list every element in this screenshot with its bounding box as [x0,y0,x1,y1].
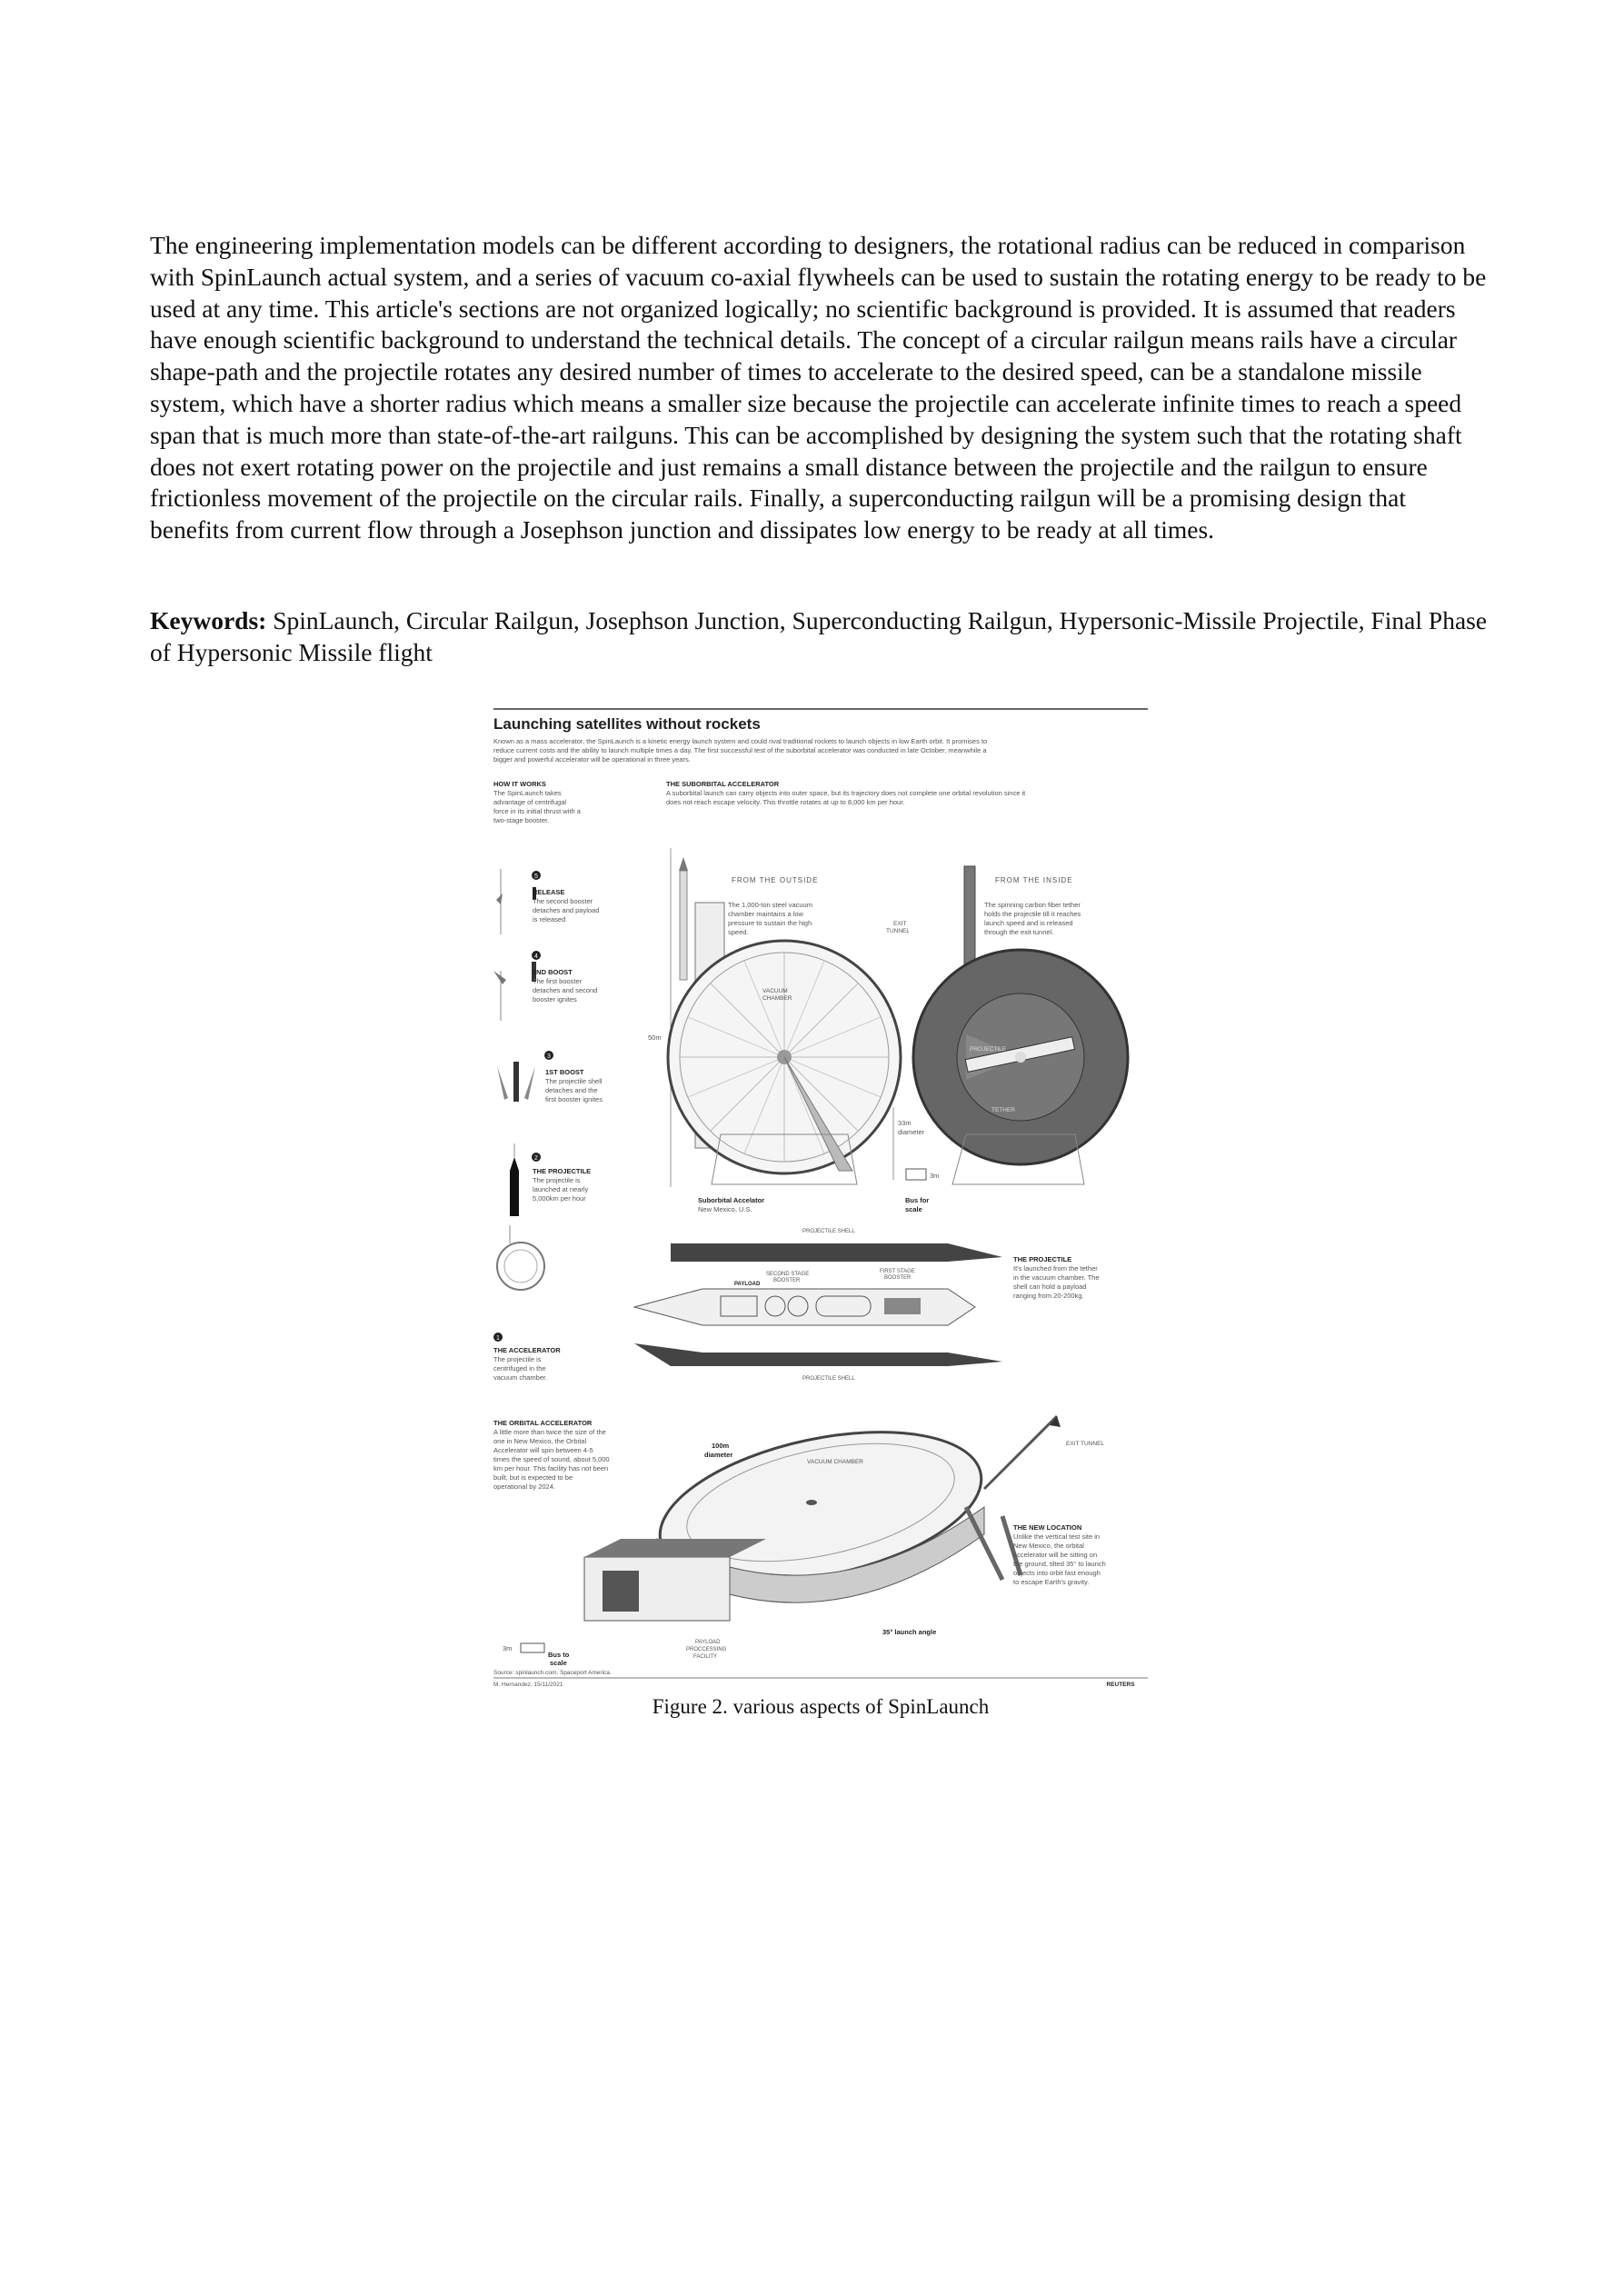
vacuum-label-line-2: CHAMBER [762,995,792,1002]
step-5-number: 5 [534,873,538,880]
outside-note-1: The 1,000-ton steel vacuum [728,901,812,909]
step-1-title: THE ACCELERATOR [493,1346,561,1354]
inside-note-2: holds the projectile till it reaches [984,910,1081,918]
outside-note-4: speed. [728,928,749,936]
vacuum-label-line-1: VACUUM [762,988,788,994]
step-4-number: 4 [534,953,538,960]
new-location-line-5: objects into orbit fast enough [1013,1569,1101,1577]
step-5-line-3: is released [533,915,566,923]
from-outside-label: FROM THE OUTSIDE [732,876,819,884]
projectile-note-4: ranging from 20-200kg. [1013,1292,1084,1300]
diameter-33m-label: diameter [898,1128,925,1136]
step-4-line-1: The first booster [533,977,583,985]
orbital-line-1: A little more than twice the size of the [493,1428,606,1436]
new-location-line-1: Unlike the vertical test site in [1013,1532,1101,1541]
exit-tunnel-big-label: EXIT TUNNEL [1066,1441,1105,1447]
orbital-line-7: operational by 2024. [493,1482,555,1491]
step-4-line-3: booster ignites [533,995,577,1003]
diameter-33m-value: 33m [898,1119,912,1127]
suborbital-name: Suborbital Accelator [698,1196,765,1204]
step-4-line-2: detaches and second [533,986,598,994]
first-stage-line-2: BOOSTER [884,1275,912,1281]
tether-label: TETHER [991,1107,1015,1113]
reuters-logo: REUTERS [1106,1682,1135,1688]
keywords-label: Keywords: [150,606,267,634]
step-5-line-1: The second booster [533,897,593,905]
launch-angle-label: 35° launch angle [882,1628,937,1636]
outside-note-2: chamber maintains a low [728,910,803,918]
bus-3m-label: 3m [930,1172,940,1180]
payload-facility-line-3: FACILITY [693,1654,718,1660]
height-50m-label: 50m [648,1033,662,1042]
shell-bottom-label: PROJECTILE SHELL [802,1376,855,1382]
inside-note-3: launch speed and is released [984,919,1073,927]
step-3-line-1: The projectile shell [545,1077,603,1085]
second-stage-line-2: BOOSTER [773,1278,801,1283]
payload-facility-line-1: PAYLOAD [695,1640,721,1645]
figure-source: Source: spinlaunch.com, Spaceport America. [493,1670,612,1676]
orbital-title: THE ORBITAL ACCELERATOR [493,1419,593,1427]
how-line-3: force in its initial thrust with a [493,807,581,815]
orbital-line-6: built, but is expected to be [493,1473,573,1482]
shell-top-label: PROJECTILE SHELL [802,1229,855,1234]
diameter-100m-value: 100m [712,1442,730,1450]
new-location-line-2: New Mexico, the orbital [1013,1542,1084,1550]
step-2-line-3: 5,000km per hour [533,1194,586,1203]
step-1-line-1: The projectile is [493,1355,542,1363]
figure-title: Launching satellites without rockets [493,715,761,733]
bus-scale-label: scale [905,1205,922,1213]
how-line-1: The SpinLaunch takes [493,789,562,797]
step-2-line-1: The projectile is [533,1176,581,1184]
step-2-line-2: launched at nearly [533,1185,589,1193]
exit-tunnel-line-2: TUNNEL [886,928,911,934]
suborbital-title: THE SUBORBITAL ACCELERATOR [666,780,780,788]
bus-scale-bottom-label: scale [550,1659,567,1667]
orbital-line-3: Accelerator will spin between 4-5 [493,1446,593,1454]
step-1-line-3: vacuum chamber. [493,1373,548,1382]
second-stage-line-1: SECOND STAGE [766,1272,810,1277]
projectile-note-3: shell can hold a payload [1013,1283,1087,1291]
step-3-number: 3 [547,1053,551,1060]
step-5-line-2: detaches and payload [533,906,600,914]
bus-for-label: Bus for [905,1196,930,1204]
inside-note-1: The spinning carbon fiber tether [984,901,1081,909]
orbital-line-2: one in New Mexico, the Orbital [493,1437,587,1445]
step-3-line-2: detaches and the [545,1086,598,1094]
keywords-line [150,605,1490,669]
step-5-title: RELEASE [533,888,565,896]
payload-label: PAYLOAD [734,1282,761,1287]
exit-tunnel-line-1: EXIT [893,921,907,927]
bus-to-label: Bus to [548,1651,570,1659]
projectile-note-1: It's launched from the tether [1013,1264,1098,1273]
how-line-2: advantage of centrifugal [493,798,567,806]
suborbital-line-2: does not reach escape velocity. This throttle rotates at up to 8,000 km per hour. [666,798,905,806]
orbital-line-4: times the speed of sound, about 5,000 [493,1455,610,1463]
first-stage-line-1: FIRST STAGE [880,1269,915,1274]
projectile-small-label: PROJECTILE [970,1046,1007,1053]
figure-caption: Figure 2. various aspects of SpinLaunch [652,1695,990,1718]
diameter-100m-label: diameter [704,1451,733,1459]
step-2-title: THE PROJECTILE [533,1167,592,1175]
step-1-line-2: centrifuged in the [493,1364,546,1373]
step-2-number: 2 [534,1155,538,1162]
intro-line-2: reduce current costs and the ability to launch multiple times a day. The first successful test of the suborbital accelerator was conducted in late October, meanwhile a [493,746,987,754]
orbital-line-5: km per hour. This facility has not been [493,1464,609,1472]
suborbital-location: New Mexico, U.S. [698,1205,752,1213]
projectile-note-2: in the vacuum chamber. The [1013,1273,1100,1282]
abstract-paragraph: The engineering implementation models can be different according to designers, the rotational radius can be reduced in comparison with SpinLaunch actual system, and a series of vacuum co-axial flywheels can be used to sustain the rotating energy to be ready to be used at any time. This article's sections are not organized logically; no scientific background is provided. It is assumed that readers have enough scientific background to understand the technical details. The concept of a circular railgun means rails have a circular shape-path and the projectile rotates any desired number of times to accelerate to the desired speed, can be a standalone missile system, which have a shorter radius which means a smaller size because the projectile can accelerate infinite times to reach a speed span that is much more than state-of-the-art railguns. This can be accomplished by designing the system such that the rotating shaft does not exert rotating power on the projectile and just remains a small distance between the projectile and the railgun to ensure frictionless movement of the projectile on the circular rails. Finally, a superconducting railgun will be a promising design that benefits from current flow through a Josephson junction and dissipates low energy to be ready at all times. [150,231,1487,544]
vacuum-chamber-big-label: VACUUM CHAMBER [807,1459,863,1465]
from-inside-label: FROM THE INSIDE [995,876,1073,884]
suborbital-line-1: A suborbital launch can carry objects into outer space, but its trajectory does not complete one orbital revolution since it [666,789,1026,797]
new-location-line-3: accelerator will be sitting on [1013,1551,1098,1559]
projectile-diagram [634,1229,1002,1382]
intro-line-1: Known as a mass accelerator, the SpinLaunch is a kinetic energy launch system and could rival traditional rockets to launch objects in low Earth orbit. It promises to [493,737,988,745]
spinlaunch-infographic [493,707,1148,1689]
step-3-title: 1ST BOOST [545,1068,584,1076]
new-location-line-4: the ground, tilted 35° to launch [1013,1560,1106,1568]
inside-note-4: through the exit tunnel. [984,928,1054,936]
keywords-text: SpinLaunch, Circular Railgun, Josephson Junction, Superconducting Railgun, Hypersonic-Missile Projectile, Final Phase of Hypersonic Missile flight [150,606,1488,666]
outside-note-3: pressure to sustain the high [728,919,812,927]
step-3-line-3: first booster ignites [545,1095,603,1103]
intro-line-3: bigger and powerful accelerator will be operational in three years. [493,755,691,764]
how-line-4: two-stage booster. [493,816,550,824]
step-4-title: 2ND BOOST [533,968,573,976]
new-location-line-6: to escape Earth's gravity. [1013,1578,1090,1586]
how-it-works-title: HOW IT WORKS [493,780,546,788]
figure-credit: M. Hernandez, 15/11/2021 [493,1682,563,1688]
new-location-title: THE NEW LOCATION [1013,1523,1082,1532]
step-1-number: 1 [496,1335,500,1342]
payload-facility-line-2: PROCCESSING [686,1647,727,1652]
projectile-title: THE PROJECTILE [1013,1255,1072,1263]
bus-3m-bottom-label: 3m [503,1644,513,1652]
